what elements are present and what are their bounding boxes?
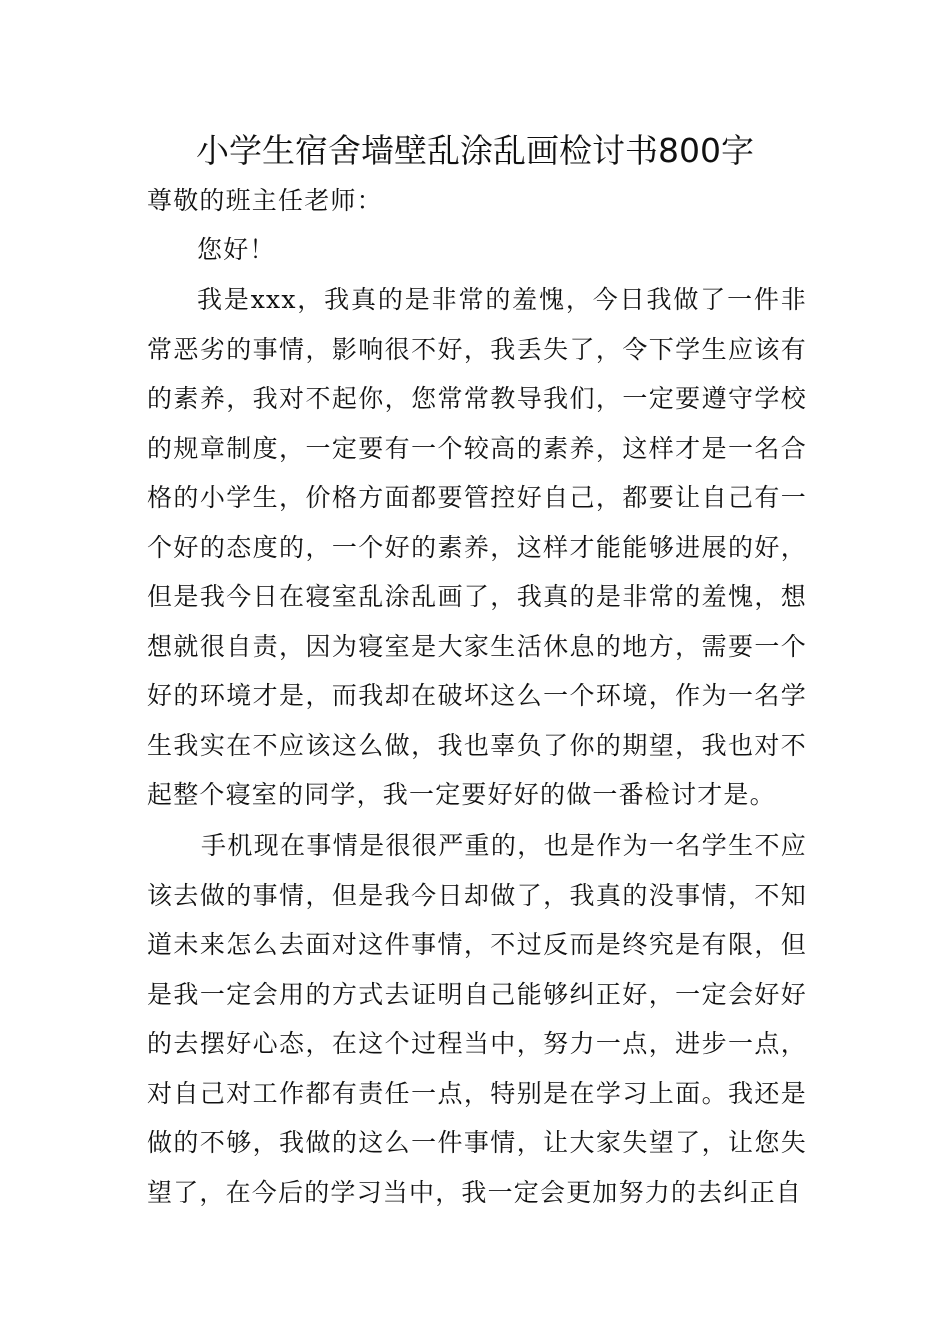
salutation: 尊敬的班主任老师： bbox=[147, 186, 383, 215]
paragraph-2: 手机现在事情是很很严重的，也是作为一名学生不应该去做的事情，但是我今日却做了，我真的没事情，不知道未来怎么去面对这件事情，不过反而是终究是有限，但是我一定会用的方式去证明自己能够纠正好，一定会好好的去摆好心态，在这个过程当中，努力一点，进步一点，对自己对工作都有责任一点，特别是在学习上面。我还是做的不够，我做的这么一件事情，让大家失望了，让您失望了，在今后的学习当中，我一定会更加努力的去纠正自 bbox=[147, 831, 807, 1207]
document-title: 小学生宿舍墙壁乱涂乱画检讨书800字 bbox=[196, 131, 754, 170]
greeting: 您好！ bbox=[197, 235, 276, 264]
paragraph-1: 我是xxx，我真的是非常的羞愧，今日我做了一件非常恶劣的事情，影响很不好，我丢失了，令下学生应该有的素养，我对不起你，您常常教导我们，一定要遵守学校的规章制度，一定要有一个较高的素养，这样才是一名合格的小学生，价格方面都要管控好自己，都要让自己有一个好的态度的，一个好的素养，这样才能能够进展的好，但是我今日在寝室乱涂乱画了，我真的是非常的羞愧，想想就很自责，因为寝室是大家生活休息的地方，需要一个好的环境才是，而我却在破坏这么一个环境，作为一名学生我实在不应该这么做，我也辜负了你的期望，我也对不起整个寝室的同学，我一定要好好的做一番检讨才是。 bbox=[147, 285, 807, 809]
